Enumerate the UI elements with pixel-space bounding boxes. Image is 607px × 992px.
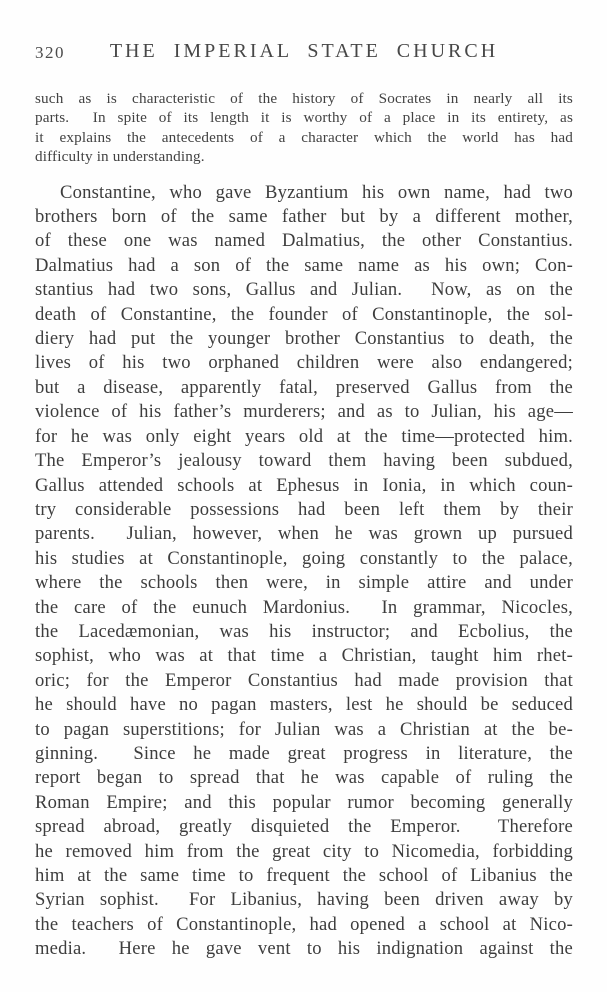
running-head: THE IMPERIAL STATE CHURCH: [109, 40, 499, 62]
intro-paragraph: [35, 89, 573, 167]
text-line: him at the same time to frequent the school of Libanius the: [35, 865, 573, 886]
text-line: difficulty in understanding.: [35, 148, 205, 166]
text-line: for he was only eight years old at the time—protected him.: [35, 425, 573, 447]
text-line: Roman Empire; and this popular rumor becoming generally: [35, 791, 573, 813]
text-line: of these one was named Dalmatius, the other Constantius.: [35, 230, 573, 252]
text-line: try considerable possessions had been left them by their: [35, 498, 573, 520]
page-number: 320: [35, 43, 65, 62]
text-line: Dalmatius had a son of the same name as his own; Con-: [35, 254, 573, 276]
text-line: parts. In spite of its length it is worthy of a place in its entirety, as: [35, 109, 573, 127]
text-line: lives of his two orphaned children were also endangered;: [35, 352, 573, 374]
text-line: such as is characteristic of the history of Socrates in nearly all its: [35, 90, 573, 107]
text-line: Constantine, who gave Byzantium his own name, had two: [60, 181, 573, 203]
text-line: Gallus attended schools at Ephesus in Ionia, in which coun-: [35, 474, 573, 496]
text-line: report began to spread that he was capable of ruling the: [35, 767, 573, 789]
text-line: death of Constantine, the founder of Constantinople, the sol-: [35, 303, 573, 325]
text-line: Syrian sophist. For Libanius, having been driven away by: [35, 889, 573, 911]
text-line: sophist, who was at that time a Christian, taught him rhet-: [35, 645, 573, 667]
text-line: where the schools then were, in simple attire and under: [35, 572, 573, 594]
text-line: parents. Julian, however, when he was grown up pursued: [35, 523, 573, 545]
body-paragraph: [35, 181, 573, 962]
text-line: oric; for the Emperor Constantius had made provision that: [35, 669, 573, 691]
text-line: but a disease, apparently fatal, preserved Gallus from the: [35, 376, 573, 398]
text-line: violence of his father’s murderers; and as to Julian, his age—: [35, 401, 573, 423]
text-line: diery had put the younger brother Constantius to death, the: [35, 328, 573, 350]
text-line: ginning. Since he made great progress in literature, the: [35, 742, 573, 764]
text-line: media. Here he gave vent to his indignation against the: [35, 938, 573, 960]
text-line: he should have no pagan masters, lest he should be seduced: [35, 694, 573, 716]
text-line: his studies at Constantinople, going constantly to the palace,: [35, 547, 573, 569]
text-line: the teachers of Constantinople, had opened a school at Nico-: [35, 913, 573, 935]
text-line: spread abroad, greatly disquieted the Emperor. Therefore: [35, 816, 573, 838]
text-line: stantius had two sons, Gallus and Julian. Now, as on the: [35, 279, 573, 301]
text-line: brothers born of the same father but by a different mother,: [35, 206, 573, 228]
text-line: The Emperor’s jealousy toward them having been subdued,: [35, 450, 573, 472]
page-header: [35, 40, 573, 66]
text-line: the care of the eunuch Mardonius. In grammar, Nicocles,: [35, 596, 573, 618]
text-line: it explains the antecedents of a character which the world has had: [35, 128, 573, 146]
text-line: to pagan superstitions; for Julian was a Christian at the be-: [35, 718, 573, 740]
text-line: he removed him from the great city to Nicomedia, forbidding: [35, 840, 573, 862]
text-line: the Lacedæmonian, was his instructor; and Ecbolius, the: [35, 620, 573, 642]
